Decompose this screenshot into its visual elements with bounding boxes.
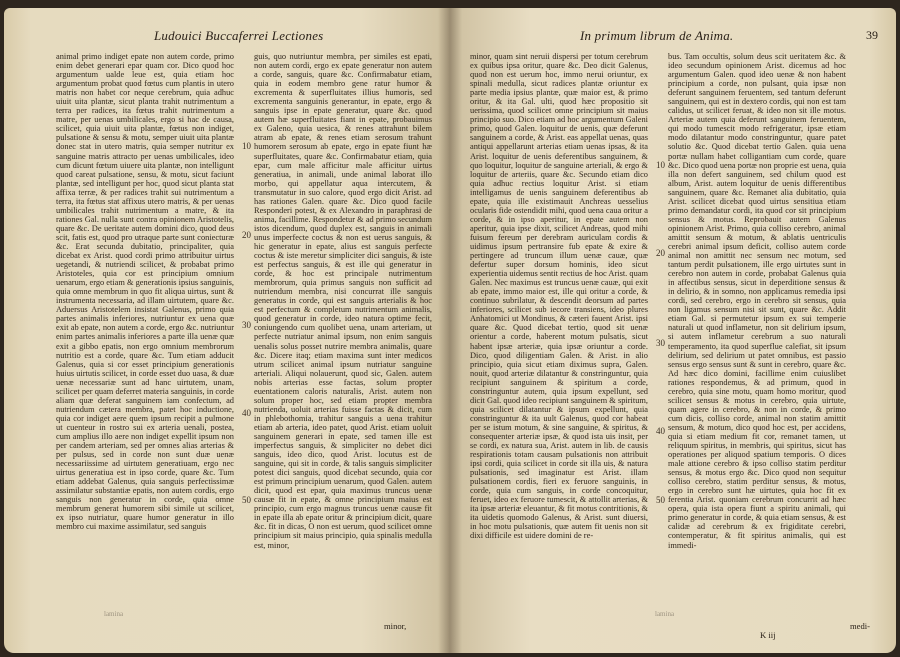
- right-line-number-20: 20: [656, 248, 665, 258]
- left-running-head: Ludouici Buccaferrei Lectiones: [154, 28, 324, 43]
- left-catchword: minor,: [384, 621, 407, 631]
- right-running-head: In primum librum de Anima.: [580, 28, 734, 43]
- left-line-number-30: 30: [242, 320, 251, 330]
- right-line-number-40: 40: [656, 426, 665, 436]
- left-page: [4, 8, 450, 653]
- left-column-1: animal primo indiget epate non autem corde, primo enim debet generari epar quam cor. Dico quod hoc argumentum ualde leue est, quia etiam hoc argumentum probat quod fœtus cum plantis in utero matris non habet cor neque cerebrum, quia adhuc uiuit uita plantæ, sicut planta trahit nutrimentum a terra per radices, ita fœtus trahit nutrimentum a matre, per uenas umbilicales, ergo si hac de causa, scilicet, quia uiuit uita plantæ, fœtus non indiget, pulsatione & sensu & motu, semper uiuit uita plantæ donec stat in utero matris, quia semper nutritur ex sanguine matris attracto per uenas umbilicales, ideo cum dicunt fœtum uiuere uita plantæ, non intelligunt quod careat pulsatione, sensu, & motu, sicut faciunt plantæ, sed intelligunt per hoc, quod sicut planta stat affixa terræ, & per radices trahit sui nutrimentum a terra, ita fœtus stat affixus utero matris, & per uenas umbilicales trahit nutrimentum a matre, & ita rationes Gal. nulla sunt contra opinionem Aristotelis, quare &c. De ueritate autem domini dico, quod deus scit, fatis est, quod pro utraque parte sunt coniecturæ &c. Erat secunda dubitatio, principaliter, quia dicebat ex Arist. quod cordi primo attribuitur uirtus uegetandi, & nutriendi scilicet, & probabat primo Aristoteles, quia cor est principium omnium uenarum, ergo etiam & generationis ipsius sanguinis, quia omne membrum in quo fit aliqua uirtus, sunt & instrumenta necessaria, ad illam uirtutem, quare &c. Aduersus Aristotelem insistat Galenus, primo quia partes animalis inferiores, nutriuntur ex uena quæ exit ab epate, non autem a corde, ergo &c. nutriuntur enim partes animalis inferiores a parte illa uenæ quæ exit a gibbo epatis, non ergo omnium membrorum nutritio est a corde, quare &c. Tum etiam adducit Galenus, quia si cor esset principium generationis huius uirtutis scilicet, in corde esset duo uasa, & duæ uenæ necessariæ sunt ad hanc uirtutem, unam, scilicet per quam deferret materia sanguinis, in corde aliam quæ deferat sanguinem iam confectum, ad nutriendum cætera membra, patet hoc inductione, quia cor indiget aere quem ipsum recipit a pulmone ut cuenteur in rostro sui ex arteria uenali, postea, cum amplius illo aere non indiget expellit ipsum non per candem arteriam, sed per omnes alias arterias & per pulsus, sed in corde non sunt duæ uenæ necessariissime ad uirtutem generatiuam, ergo nec uirtus generatiua est in ipso corde, quare &c. Tum etiam addebat Galenus, quia sanguis perfectissimæ assimilatur substantiæ epatis, non autem cordis, ergo sanguis non generatur in corde, quia omne membrum generat humorem sibi simile ut scilicet, ex ipso nutriatur, quare humor generatur in illo membro cui maxime assimilatur, sed sanguis: [56, 52, 235, 532]
- right-line-number-10: 10: [656, 160, 665, 170]
- right-catchword: medi-: [850, 621, 871, 631]
- right-column-1: minor, quam sint neruii dispersi per totum cerebrum ex quibus ipsa oritur, quare &c. Deo dicit Galenus, quod non est uerum hoc, immo nerui oriuntur, ex spinali medulla, sicut radices plantæ oriuntur ex parte media ipsius plantæ, quæ maior est, & primo oritur, & ita Gal. ulti, quod hæc propositio sit uerissima, quod scilicet omne principium sit maius principio suo. Dico etiam ad hoc argumentum Galeni primo, quod Galen. loquitur de uenis, quæ deferunt sanguinem a corde, & Arist. eas appellat uenas, quas antiqui appellarunt arterias etiam uenas ipsas, & ita Arist. loquitur de uenis deferentibus sanguinem, & quo loquitur, loquitur de sanguine arteriali, & ergo & loquitur de arteriis, quare &c. Secundo etiam dico quia adhuc rectius loquitur Arist. si etiam intelligamus de uenis sanguinem deferentibus ab epate, quia ille existimauit Anchreas uesselius ocularis fide ostendidit mihi, quod uena caua oritur a corde, & in ipso aperitur, in epate autem non aperitur, quia ipse dixit, scilicet Andreas, quod mihi fuisum fereum per derebram auriculam cordis & uidimus ipsum pertransire fub epate & exire & pertingere ad truncum illum uenæ cauæ, quæ defertur super dorsum hominis, ideo sicut experientia uidemus sentit rectius de hoc Arist. quam Galen. Nec maximus est truncus uenæ cauæ, qui exit ab epate, immo maior est, ille qui oritur a corde, & continuo subrilatur, & descendit deorsum ad partes inferiores, scilicet sub iecore transiens, ideo plures Anhatomici ut Mondinus, & cæteri fauent Arist. ipsi quare &c. Quod dicebat tertio, quod sit uenæ orientur a corde, haberent motum pulsatis, sicut habent ipsæ arteriæ, quia ipsæ oriuntur a corde. Dico, quod diligentiam Galen. & Arist. in alio principio, quia sicut etiam diximus supra, Galen. nouit, quod arteriæ dilatantur & constringuntur, quia recipiunt sanguinem & spiritum a corde, constringuntur autem, quia ipsum expellunt, sed dicit Gal. quod ideo recipiunt sanguinem & spiritum, quia scilicet dilatantur & ipsum expellunt, quia constringuntur & ita uult Galenus, quod cor habeat per se istum motum, & sine sanguine, & spiritus, & consequenter arteriæ ipsæ, & quod ista uis insit, per se cordi, ex natura sua, Arist. autem in lib. de causis respirationis totam causam pulsationis non attribuit ipsi cordi, quia scilicet in corde sit illa uis, & natura pulsationis, sed imaginatur est Arist. illam pulsationem cordis, fieri ex feruore sanguinis, in corde, quia cum sanguis, in corde concoquitur, feruet, ideo ex feruore tumescit, & attollit arterias, & ita ipsæ arteriæ eleuantur, & fit motus contritionis, & ita uidetis quomodo Galenus, & Arist. sunt diuersi, in hoc motu pulsationis, quæ autem fit uenis non sit dixi difficile est uidere domini de re-: [470, 52, 649, 541]
- right-page: [450, 8, 896, 653]
- left-footer-mark: lamina: [104, 610, 124, 618]
- left-line-number-40: 40: [242, 408, 251, 418]
- left-column-2: guis, quo nutriuntur membra, per similes est epati, non autem cordi, ergo ex epate generatur non autem a corde, sanguis, quare &c. Confirmabatur etiam, quia in eodem membro gene ratur humor & excrementa & superfluitates illius humoris, sed excrementa sanguinis generantur, in epate, ergo & sanguis ipse in epate generatur, quare &c. quod autem hæ superfluitates fiant in epate, probauimus ex Galeno, quia uesica, & renes attrahunt bilem atram ab epate, & renes etiam serosum trahunt humorem serosum ab epate, ergo in epate fiunt hæ superfluitates, quare &c. Confirmabatur etiam, quia epar, cum male afficitur male afficitur uirtus generatiua, in animali, unde animal laborat illo morbo, qui appellatur aqua intercutem, & transmutatur in suo calore, quod ergo dicit Arist. ad has rationes Galen. quare &c. Dico quod facile Responderi potest, & ex Alexandro in paraphrasi de anima, facillime. Respondetur & ad primo secundum istos dicendum, quod duplex est, sanguis in animali unus imperfecte coctus & non est uerus sanguis, & hic generatur in epate, alius est sanguis perfecte coctus & iste meretur simpliciter dici sanguis, & iste est perfectus sanguis, & est ille qui generatur in corde, & hoc est principale nutrimentum membrorum, quia primus sanguis non sufficit ad nutriendum membra, nisi concurrat ille sanguis generatus in corde, qui est sanguis arterialis & hoc est perfectum & completum nutrimentum animalis, quod generatur in corde, ideo natura optime fecit, coniungendo cum quolibet uena, unam arteriam, ut perfecte nutriatur animal ipsum, non enim sanguis uenalis solus posset nutrire membra animalis, quare &c. Dicere itaq; etiam maxima sunt inter medicos utrum scilicet animal ipsum nutriatur sanguine arteriali. Aliqui nolauerunt, quod sic, Galen. autem nobis arterias esse factas, solum propter euentationem caloris naturalis, Arist. autem non solum proper hoc, sed etiam propter membra nutrienda, uoluit arterias fuisse factas & dicit, cum in phlebothomia, trahitur sanguis a uena trahitur etiam ab arteria, ideo patet, quod Arist. etiam uoluit sanguinem generari in epate, sed tamen ille est imperfectus sanguis, & simpliciter no debet dici sanguis, ideo dico, quod Arist. locutus est de sanguine, qui sit in corde, & talis sanguis simpliciter potest dici sanguis, quod dicebat secundo, quia cor est primum principium uenarum, quod Galen. autem dicit, quod est epar, quia maximus truncus uenæ causæ fit in epate, & omne principium maius est principio, cum ergo magnus truncus uenæ causæ fit in epate illa ab epate oritur & principium dicit, quare &c. fit in dicas, O non est uerum, quod scilicet omne principium sit maius principio, quia spinalis medulla est, minor,: [254, 52, 432, 550]
- right-line-number-50: 50: [656, 495, 665, 505]
- right-column-2: bus. Tam occultis, solum deus scit ueritatem &c. & ideo secundum opinionem Arist. dicemus ad hoc argumentum Galen. quod ideo uenæ & non habent principium a corde, non pulsant, quia ipsæ non deferunt sanguinem feruentem, sed tantum deferunt sanguinem, qui est in dextero cordis, qui non est tam calidus, ut scilicet feruat, & ideo non sit ille motus. Arteriæ autem quia deferunt sanguinem feruentem, qui modo tumescit modo refrigeratur, ipsæ etiam modo dilatantur modo constringuntur, quare patet solutio &c. Quod dicebat tertio Galen. quia uena portæ nullam habet colligantiam cum corde, quare &c. Dico quod uena portæ non proprie est uena, quia illa non defert sanguinem, sed chilum quod est album, Arist. autem loquitur de uenis differentibus sanguinem, quare &c. Remanet alia dubitatio, quia Arist. scilicet dicebat quod uirtus sensitiua etiam primo demandatur cordi, ita quod cor sit principium sensus & motus. Reprobauit autem Galenus opinionem Arist. Primo, quia colliso cerebro, animal amittit sensum & motum, & ablatis uentriculis cerebri animal ipsum deficit, colliso autem corde animal non amittit nec sensum nec motum, sed tantum perdit pulsationem, ille ergo uirtutes sunt in cerebro non autem in corde, probabat Galenus quia in affectibus sensus, sicut in deperditione sensus & in delirio, & in somno, non applicamus remedia ipsi cordi, sed cerebro, ergo in cerebro sit sensus, quia non ligamus sensum nisi sit sunt, quare &c. Addit etiam Gal. si permutetur ipsum ex sui temperie naturali ut quod inflametur, non sit delirium ipsum, si autem inflametur cerebrum a suo naturali temperamento, ita quod superflue calefiat, sit ipsum delirium, sed delirium ut patet omnibus, est passio sensus ergo sensus sunt & sunt in cerebro, quare &c. Ad hæc dico domini, facillime enim cuiuslibet rationes respondemus, & ad primum, quod in cerebro, quia sine motu, quam homo moritur, quod scilicet sensus & motus in cerebro, quia uirtute, quam agere in cerebro, & non in corde, & primo cum dicis, colliso corde, animal non statim amittit sensum, & motum, dico quod hoc est, per accidens, quia si etiam medium fit cor, remanet tamen, ut reliquum spiritus, in membris, qui spiritus, sicut has operationes per aliquod spatium temporis. O dices male attione cerebro & ipso colliso statim perditur sensus, & motus ergo &c. Dico quod non sequitur colliso cerebro, statim perditur sensus, & motus, ergo in cerebro sunt hæ uirtutes, quia hoc fit ex ferentia Arist. quoniam cerebrum concurrit ad hæc opera, quia ista opera fiunt a spiritu animali, qui primo generatur in corde, & quia etiam sensus, & est calidæ ad cerebrum & ex frigiditate cerebri, contemperatur, & fit spiritus animalis, qui est immedi-: [668, 52, 846, 550]
- right-footer-mark: lamina: [655, 610, 675, 618]
- left-line-number-50: 50: [242, 495, 251, 505]
- page-number: 39: [866, 28, 878, 42]
- signature-mark: K iij: [760, 630, 776, 640]
- right-line-number-30: 30: [656, 338, 665, 348]
- left-line-number-20: 20: [242, 230, 251, 240]
- left-line-number-10: 10: [242, 141, 251, 151]
